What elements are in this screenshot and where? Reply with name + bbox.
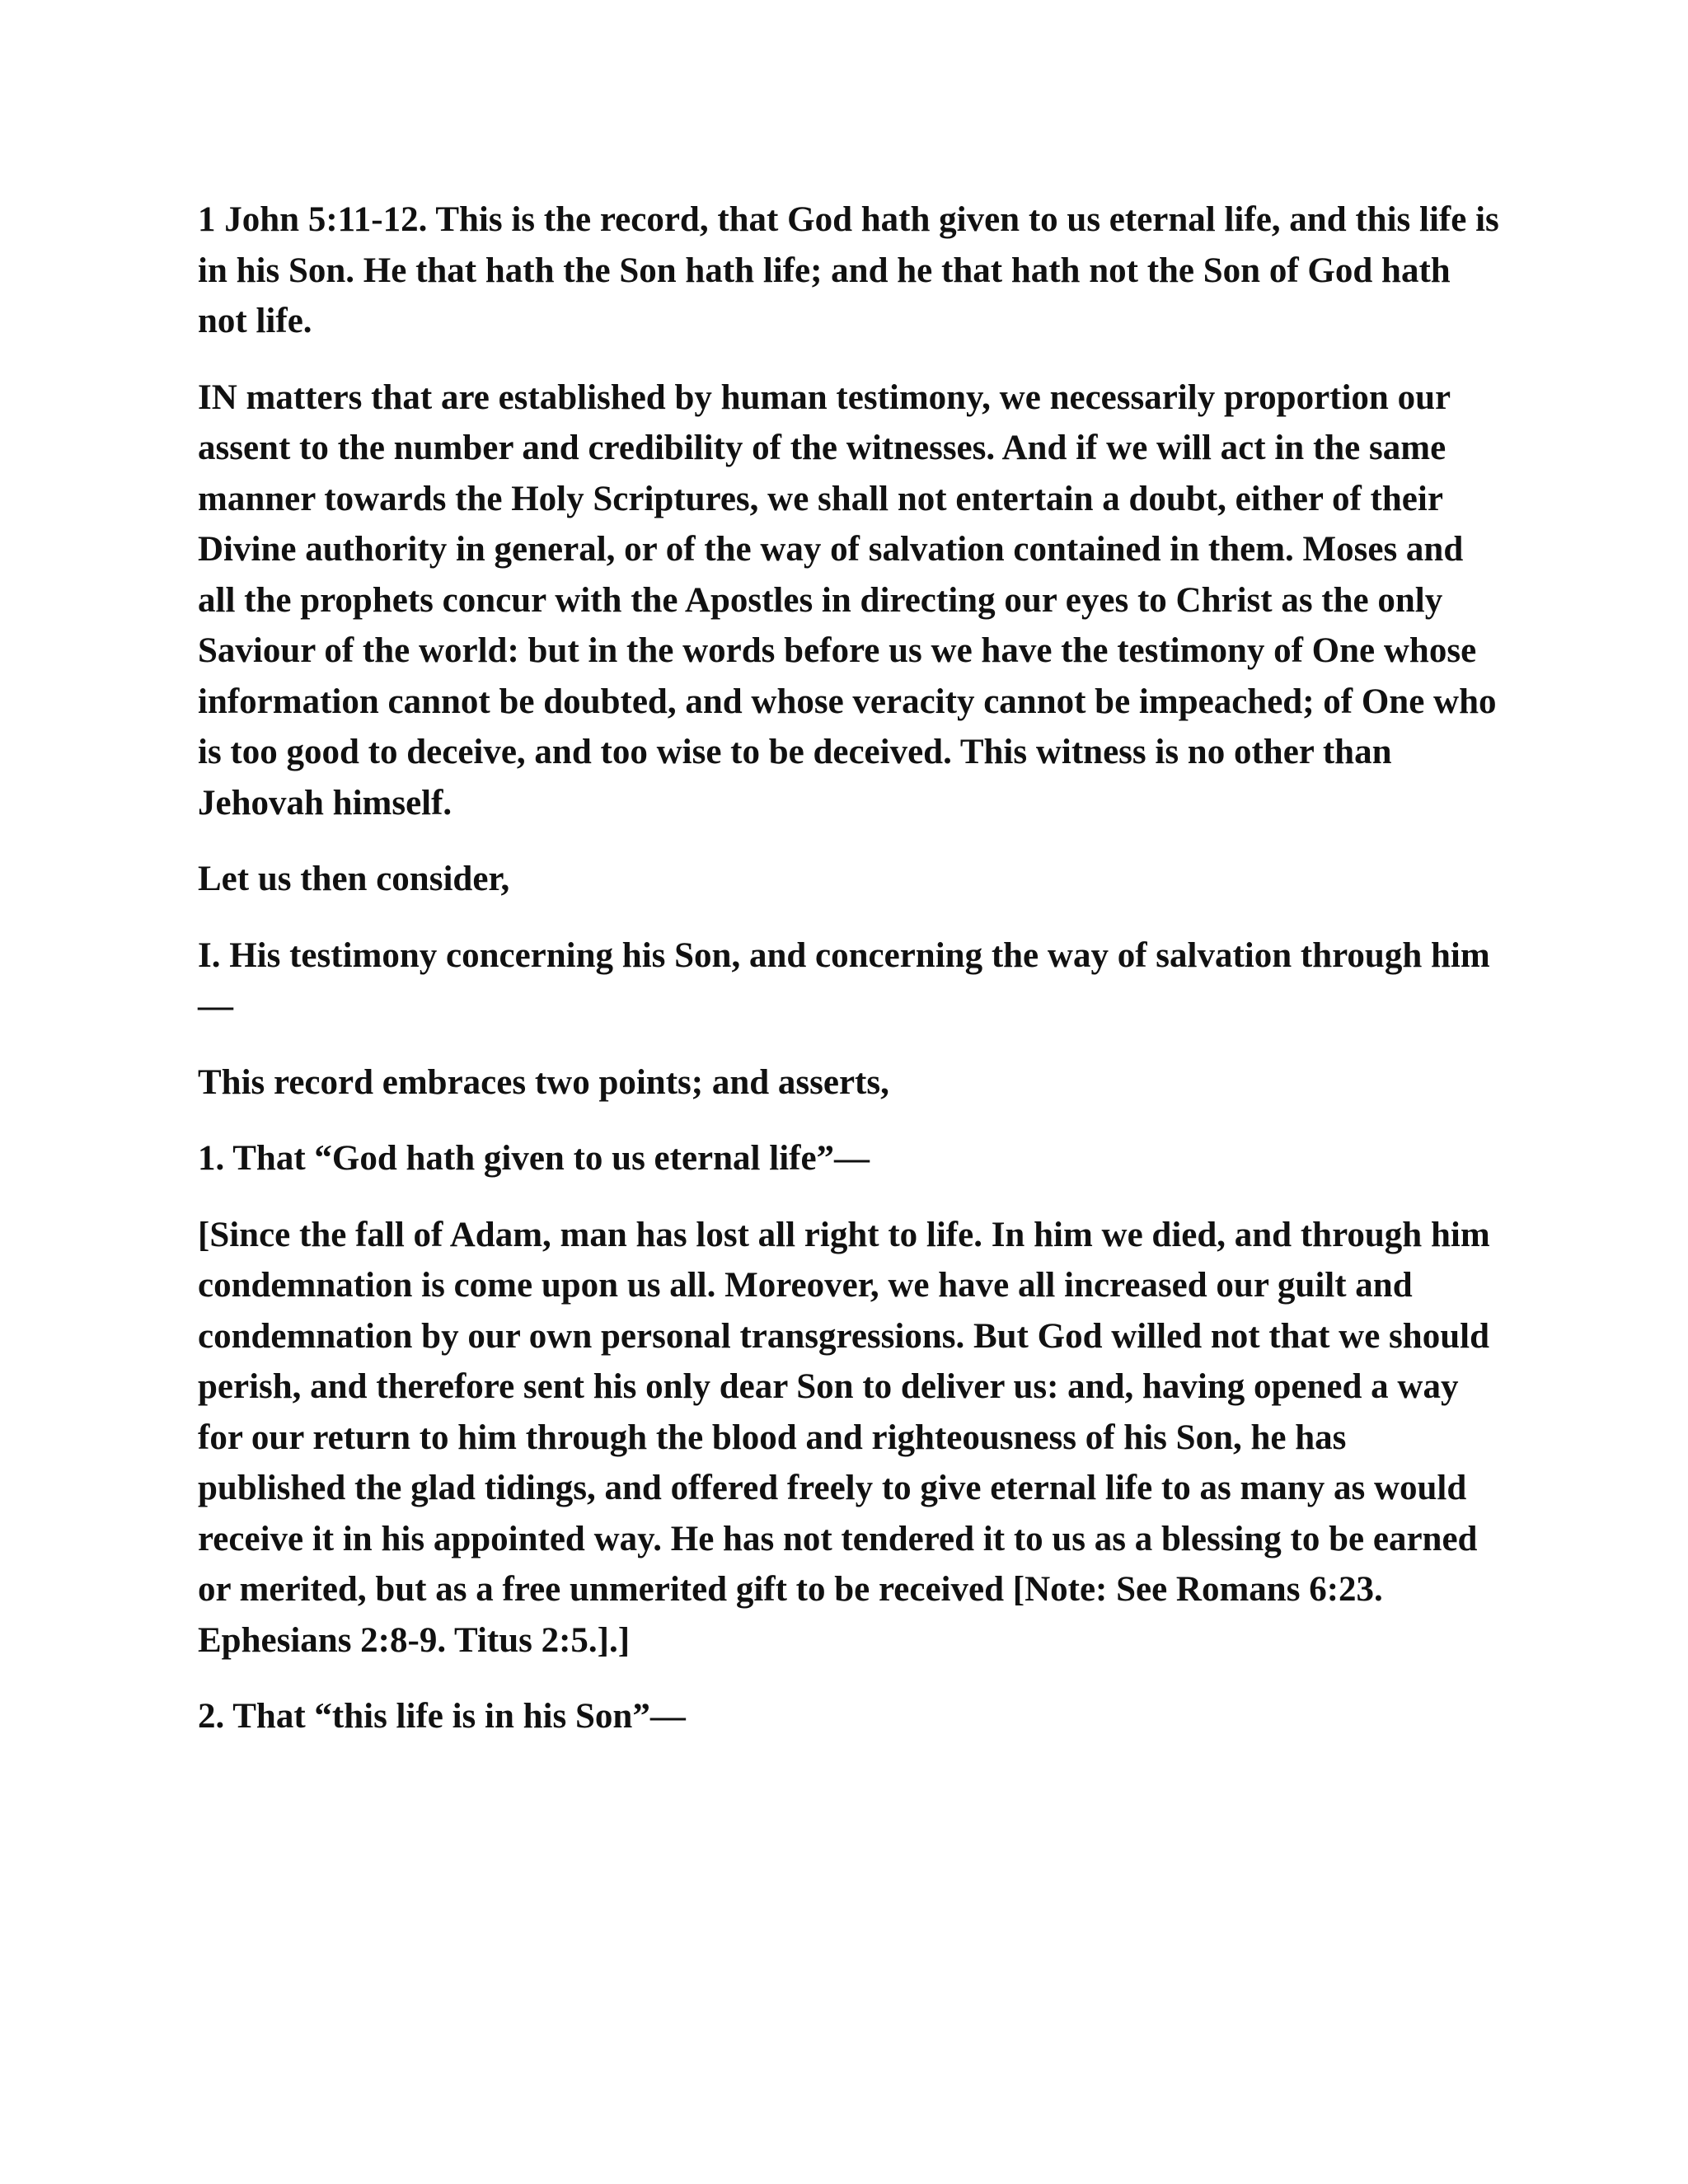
scripture-text-paragraph: 1 John 5:11-12. This is the record, that God hath given to us eternal life, and this life is in his Son. He that hath the Son hath life; and he that hath not the Son of God hath not life. <box>198 200 1499 340</box>
point-heading-2: 2. That “this life is in his Son”— <box>198 1697 686 1736</box>
section-intro-paragraph: This record embraces two points; and asserts, <box>198 1062 889 1102</box>
point-heading-1: 1. That “God hath given to us eternal life”— <box>198 1139 870 1178</box>
point-1-body-paragraph: [Since the fall of Adam, man has lost all right to life. In him we died, and through him condemnation is come upon us all. Moreover, we have all increased our guilt and condemnation by our own personal transgressions. But God willed not that we should perish, and therefore sent his only dear Son to deliver us: and, having opened a way for our return to him through the blood and righteousness of his Son, he has published the glad tidings, and offered freely to give eternal life to as many as would receive it in his appointed way. He has not tendered it to us as a blessing to be earned or merited, but as a free unmerited gift to be received [Note: See Romans 6:23. Ephesians 2:8-9. Titus 2:5.].] <box>198 1215 1490 1660</box>
transition-paragraph: Let us then consider, <box>198 860 510 898</box>
document-body <box>198 194 1500 1768</box>
introduction-paragraph: IN matters that are established by human testimony, we necessarily proportion our assent to the number and credibility of the witnesses. And if we will act in the same manner towards the Holy Scriptures, we shall not entertain a doubt, either of their Divine authority in general, or of the way of salvation contained in them. Moses and all the prophets concur with the Apostles in directing our eyes to Christ as the only Saviour of the world: but in the words before us we have the testimony of One whose information cannot be doubted, and whose veracity cannot be impeached; of One who is too good to deceive, and too wise to be deceived. This witness is no other than Jehovah himself. <box>198 377 1497 823</box>
section-heading-1: I. His testimony concerning his Son, and concerning the way of salvation through him— <box>198 935 1490 1025</box>
